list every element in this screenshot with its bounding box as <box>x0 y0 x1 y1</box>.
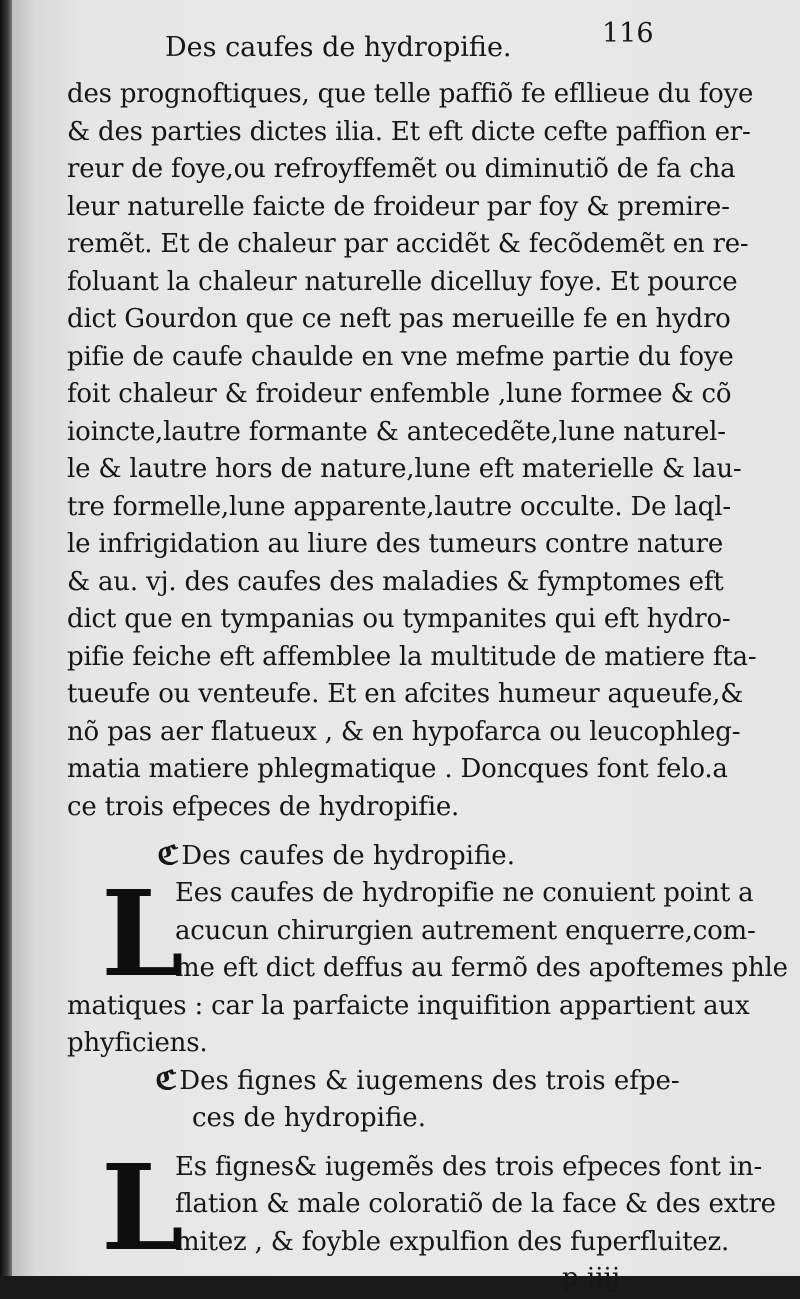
book-page <box>12 0 800 1276</box>
text-line: dict Gourdon que ce neft pas merueille fe en hydro <box>67 301 757 339</box>
text-line: tueufe ou venteufe. Et en afcites humeur aqueufe,& <box>67 676 757 714</box>
text-line: & des parties dictes ilia. Et eft dicte cefte paffion er- <box>67 114 757 152</box>
text-line: me eft dict deffus au fermõ des apoftemes phle <box>67 950 757 988</box>
pilcrow-icon: ℭ <box>155 1063 177 1100</box>
text-line: mitez , & foyble expulfion des fuperfluitez. <box>67 1224 757 1262</box>
page-header <box>67 18 757 76</box>
paragraph-prognostics <box>67 76 757 826</box>
text-line: & au. vj. des caufes des maladies & fymptomes eft <box>67 564 757 602</box>
text-line: pifie de caufe chaulde en vne mefme partie du foye <box>67 339 757 377</box>
section-heading-signs-cont: ces de hydropifie. <box>67 1100 757 1137</box>
text-line: matiques : car la parfaicte inquifition appartient aux <box>67 988 757 1026</box>
text-line: reur de foye,ou refroyffemẽt ou diminutiõ de fa cha <box>67 151 757 189</box>
text-line: des prognoftiques, que telle paffiõ fe efllieue du foye <box>67 76 757 114</box>
section-causes-body <box>67 875 757 1063</box>
heading-text: Des caufes de hydropifie. <box>181 841 515 871</box>
text-line: dict que en tympanias ou tympanites qui eft hydro- <box>67 601 757 639</box>
pilcrow-icon: ℭ <box>157 838 179 875</box>
text-line: ce trois efpeces de hydropifie. <box>67 789 757 827</box>
text-line: matia matiere phlegmatique . Doncques font felo.a <box>67 751 757 789</box>
text-line: foit chaleur & froideur enfemble ,lune formee & cõ <box>67 376 757 414</box>
text-line: nõ pas aer flatueux , & en hypofarca ou leucophleg- <box>67 714 757 752</box>
text-line: remẽt. Et de chaleur par accidẽt & fecõdemẽt en re- <box>67 226 757 264</box>
text-line: flation & male coloratiõ de la face & des extre <box>67 1186 757 1224</box>
section-heading-signs <box>67 1063 757 1100</box>
drop-capital: L <box>101 1149 184 1267</box>
running-head: Des caufes de hydropifie. <box>165 32 512 63</box>
signature-mark: p iiij <box>562 1263 620 1293</box>
text-line: le infrigidation au liure des tumeurs contre nature <box>67 526 757 564</box>
text-line: leur naturelle faicte de froideur par foy & premire- <box>67 189 757 227</box>
drop-capital: L <box>101 875 184 993</box>
text-line: tre formelle,lune apparente,lautre occulte. De laql- <box>67 489 757 527</box>
text-line: Es fignes& iugemẽs des trois efpeces font in- <box>67 1149 757 1187</box>
text-line: acucun chirurgien autrement enquerre,com- <box>67 913 757 951</box>
text-block <box>67 18 757 1299</box>
binding-gutter <box>0 0 12 1276</box>
text-line: pifie feiche eft affemblee la multitude de matiere fta- <box>67 639 757 677</box>
text-line: phyficiens. <box>67 1025 757 1063</box>
text-line: foluant la chaleur naturelle dicelluy foye. Et pource <box>67 264 757 302</box>
text-line: ioincte,lautre formante & antecedẽte,lune naturel- <box>67 414 757 452</box>
text-line: Ees caufes de hydropifie ne conuient point a <box>67 875 757 913</box>
text-line: le & lautre hors de nature,lune eft materielle & lau- <box>67 451 757 489</box>
heading-text: Des fignes & iugemens des trois efpe- <box>179 1066 679 1096</box>
section-signs-body <box>67 1149 757 1299</box>
folio-number: 116 <box>602 18 654 49</box>
